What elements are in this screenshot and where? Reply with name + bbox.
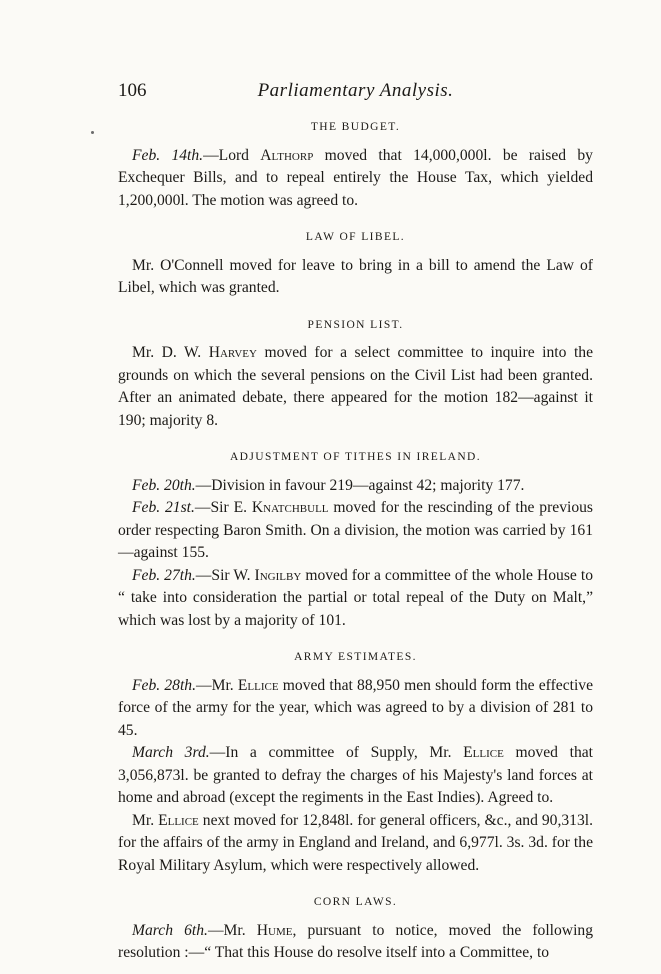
- paragraph: [118, 255, 593, 300]
- member-name: Ellice: [158, 811, 199, 829]
- section-budget: [118, 116, 593, 212]
- paragraph: [118, 742, 593, 810]
- paragraph-text: —Sir E.: [194, 499, 252, 516]
- paragraph-text: , pursuant to notice, moved the following resolution :—“ That this House do resolve itself into a Committee, to: [118, 921, 593, 961]
- paragraph-text: Mr. O'Connell moved for leave to bring in a bill to amend the Law of Libel, which was granted.: [118, 256, 593, 296]
- section-heading: ADJUSTMENT OF TITHES IN IRELAND.: [229, 451, 482, 463]
- entry-date: Feb. 28th.: [132, 676, 196, 694]
- paragraph-text: Mr.: [132, 811, 159, 829]
- section-heading: CORN LAWS.: [313, 896, 398, 908]
- entry-date: March 3rd.: [132, 744, 210, 761]
- page-content: [118, 116, 593, 965]
- paragraph: [118, 145, 593, 213]
- member-name: Ellice: [463, 744, 504, 761]
- paragraph: [118, 475, 593, 498]
- member-name: Althorp: [260, 146, 314, 164]
- section-law-of-libel: [118, 226, 593, 300]
- paragraph-text: next moved for 12,848l. for general officers, &c., and 90,313l. for the affairs of the army in England and Ireland, and 6,977l. 3s. 3d. for the Royal Military Asylum, which were respectively allowed.: [118, 811, 593, 874]
- running-head: [118, 80, 593, 104]
- section-heading: PENSION LIST.: [307, 318, 404, 331]
- paragraph: [118, 342, 593, 432]
- member-name: Ingilby: [254, 566, 302, 584]
- section-heading: LAW OF LIBEL.: [305, 231, 406, 243]
- section-corn-laws: [118, 891, 593, 965]
- paragraph-text: moved that 88,950 men should form the effective force of the army for the year, which was agreed to by a division of 281 to 45.: [118, 676, 593, 739]
- paragraph-text: —Mr.: [195, 676, 238, 694]
- paragraph-text: —Division in favour 219—against 42; majority 177.: [195, 476, 525, 494]
- running-title: Parliamentary Analysis.: [257, 80, 454, 101]
- paragraph-text: —Sir W.: [195, 566, 255, 584]
- paragraph: [118, 675, 593, 743]
- member-name: Hume: [256, 921, 293, 939]
- paragraph-text: moved for a committee of the whole House to “ take into consideration the partial or total repeal of the Duty on Malt,” which was lost by a majority of 101.: [118, 566, 593, 629]
- entry-date: March 6th.: [132, 921, 208, 939]
- paragraph: [118, 920, 593, 965]
- paragraph: [118, 497, 593, 565]
- member-name: Harvey: [208, 344, 257, 361]
- entry-date: Feb. 21st.: [132, 499, 195, 516]
- entry-date: Feb. 20th.: [132, 476, 196, 494]
- paragraph-text: —Mr.: [207, 921, 257, 939]
- section-tithes-ireland: [118, 446, 593, 632]
- paragraph: [118, 565, 593, 633]
- entry-date: Feb. 27th.: [132, 566, 196, 584]
- section-pension-list: [118, 314, 593, 433]
- section-army-estimates: [118, 646, 593, 877]
- member-name: Knatchbull: [251, 499, 329, 516]
- page-number: 106: [118, 80, 147, 101]
- paragraph-text: moved for the rescinding of the previous order respecting Baron Smith. On a division, the motion was carried by 161—against 155.: [118, 499, 593, 561]
- paragraph: [118, 810, 593, 878]
- paragraph-text: —In a committee of Supply, Mr.: [209, 744, 464, 761]
- section-heading: THE BUDGET.: [310, 121, 401, 133]
- paragraph-text: moved that 14,000,000l. be raised by Exchequer Bills, and to repeal entirely the House Tax, which yielded 1,200,000l. The motion was agreed to.: [118, 146, 593, 209]
- paragraph-text: moved for a select committee to inquire into the grounds on which the several pensions on the Civil List had been granted. After an animated debate, there appeared for the motion 182—against it 190; majority 8.: [118, 344, 593, 429]
- entry-date: Feb. 14th.: [132, 146, 204, 164]
- paragraph-text: moved that 3,056,873l. be granted to defray the charges of his Majesty's land forces at home and abroad (except the regiments in the East Indies). Agreed to.: [118, 744, 594, 806]
- member-name: Ellice: [237, 676, 279, 694]
- paragraph-text: —Lord: [203, 146, 261, 164]
- paragraph-text: Mr. D. W.: [132, 344, 209, 361]
- section-heading: ARMY ESTIMATES.: [294, 651, 417, 663]
- margin-mark: [91, 131, 94, 134]
